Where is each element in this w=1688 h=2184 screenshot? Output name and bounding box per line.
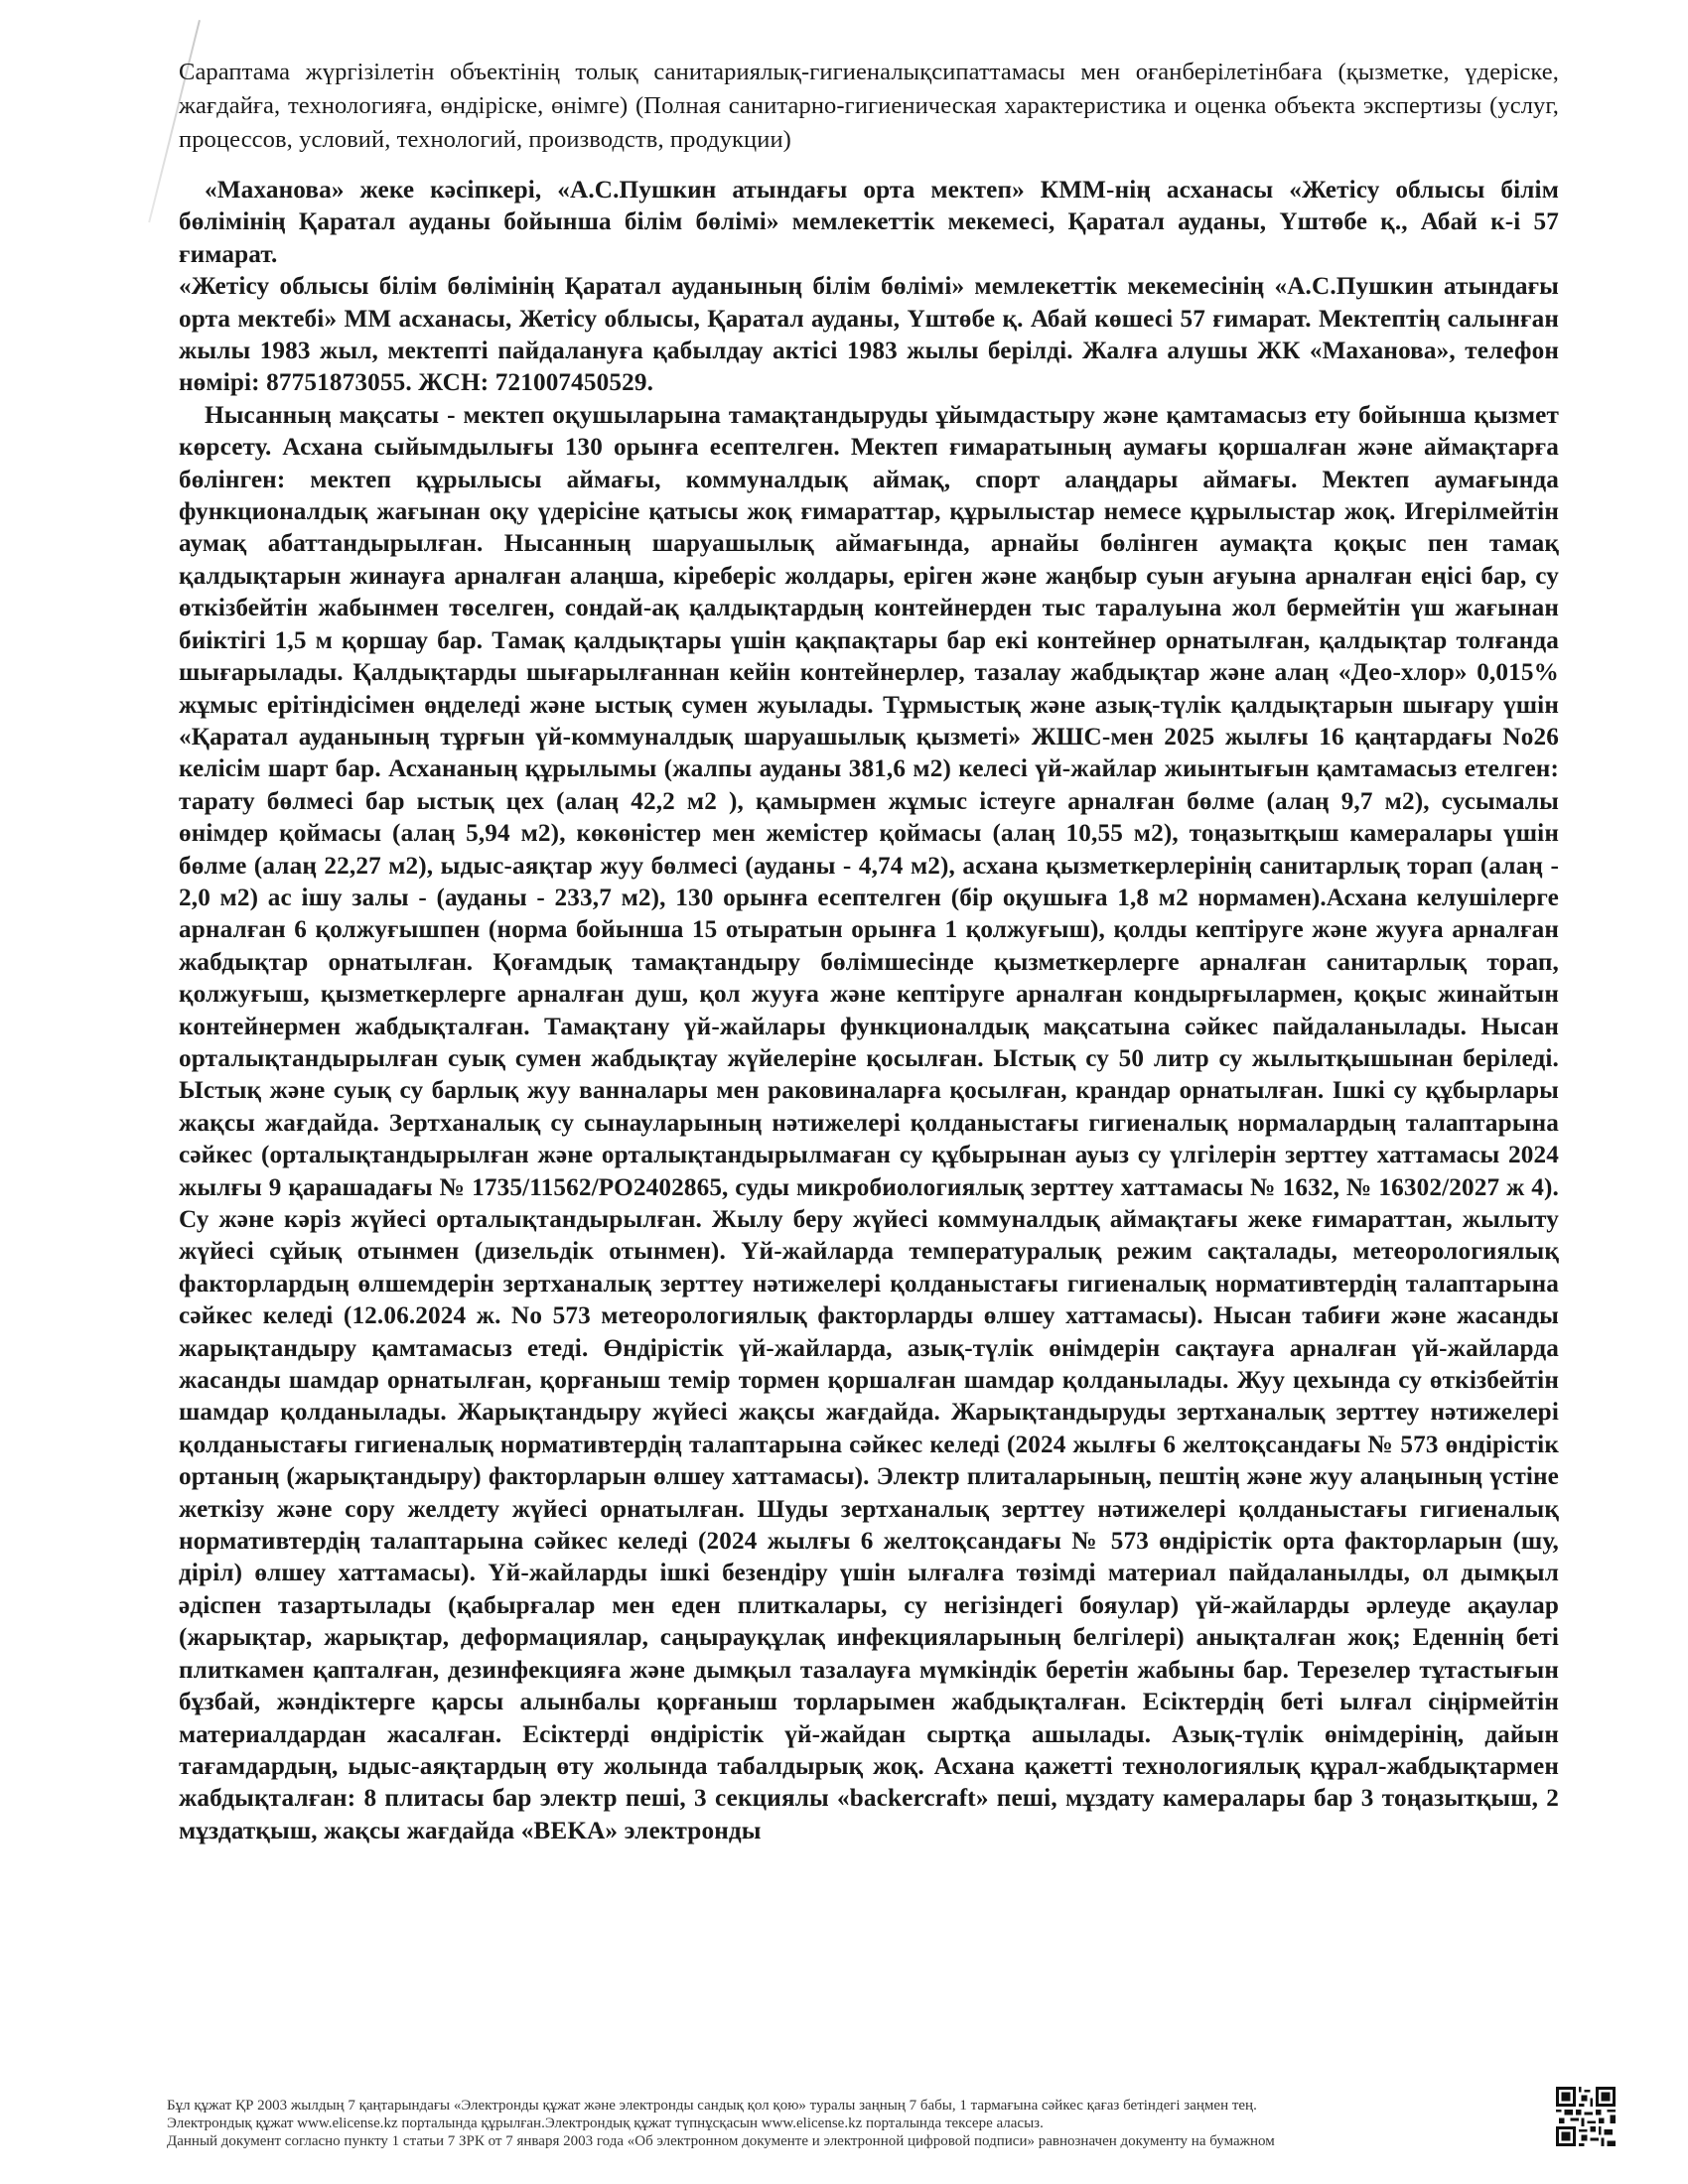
document-page — [179, 56, 1559, 1847]
footer-line-3: Данный документ согласно пункту 1 статьи 7 ЗРК от 7 января 2003 года «Об электронном документе и электронной цифровой подписи» равнозначен документу на бумажном — [167, 2133, 1275, 2149]
document-footer — [167, 2097, 1507, 2150]
footer-line-1: Бұл құжат ҚР 2003 жылдың 7 қаңтарындағы «Электронды құжат және электронды сандық қол қою» туралы заңның 7 бабы, 1 тармағына сәйкес қағаз бетіндегі заңмен тең. — [167, 2098, 1257, 2114]
section-heading: Сараптама жүргізілетін объектінің толық санитариялық-гигиеналықсипаттамасы мен оғанберілетінбаға (қызметке, үдеріске, жағдайға, технологияға, өндіріске, өнімге) (Полная санитарно-гигиеническая характеристика и оценка объекта экспертизы (услуг, процессов, условий, технологий, производств, продукции) — [179, 59, 1559, 153]
paragraph-institution: «Жетісу облысы білім бөлімінің Қаратал ауданының білім бөлімі» мемлекеттік мекемесінің «А.С.Пушкин атындағы орта мектебі» ММ асханасы, Жетісу облысы, Қаратал ауданы, Үштөбе қ. Абай көшесі 57 ғимарат. Мектептің салынған жылы 1983 жыл, мектепті пайдалануға қабылдау актісі 1983 жылы берілді. Жалға алушы ЖК «Маханова», телефон нөмірі: 87751873055. ЖСН: 721007450529. — [179, 273, 1559, 397]
paragraph-description: Нысанның мақсаты - мектеп оқушыларына тамақтандыруды ұйымдастыру және қамтамасыз ету бойынша қызмет көрсету. Асхана сыйымдылығы 130 орынға есептелген. Мектеп ғимаратының аумағы қоршалған және аймақтарға бөлінген: мектеп құрылысы аймағы, коммуналдық аймақ, спорт алаңдары аймағы. Мектеп аумағында функционалдық жағынан оқу үдерісіне қатысы жоқ ғимараттар, құрылыстар немесе құрылыстар жоқ. Игерілмейтін аумақ абаттандырылған. Нысанның шаруашылық аймағында, арнайы бөлінген аумақта қоқыс пен тамақ қалдықтарын жинауға арналған алаңша, кіреберіс жолдары, еріген және жаңбыр суын ағуына арналған еңісі бар, су өткізбейтін жабынмен төселген, сондай-ақ қалдықтардың контейнерден тыс таралуына жол бермейтін үш жағынан биіктігі 1,5 м қоршау бар. Тамақ қалдықтары үшін қақпақтары бар екі контейнер орнатылған, қалдықтар толғанда шығарылады. Қалдықтарды шығарылғаннан кейін контейнерлер, тазалау жабдықтар және алаң «Део-хлор» 0,015% жұмыс ерітіндісімен өңделеді және ыстық сумен жуылады. Тұрмыстық және азық-түлік қалдықтарын шығару үшін «Қаратал ауданының тұрғын үй-коммуналдық шаруашылық қызметі» ЖШС-мен 2025 жылғы 16 қаңтардағы No26 келісім шарт бар. Асхананың құрылымы (жалпы ауданы 381,6 м2) келесі үй-жайлар жиынтығын қамтамасыз етелген: тарату бөлмесі бар ыстық цех (алаң 42,2 м2 ), қамырмен жұмыс істеуге арналған бөлме (алаң 9,7 м2), сусымалы өнімдер қоймасы (алаң 5,94 м2), көкөністер мен жемістер қоймасы (алаң 10,55 м2), тоңазытқыш камералары үшін бөлме (алаң 22,27 м2), ыдыс-аяқтар жуу бөлмесі (ауданы - 4,74 м2), асхана қызметкерлерінің санитарлық торап (алаң - 2,0 м2) ас ішу залы - (ауданы - 233,7 м2), 130 орынға есептелген (бір оқушыға 1,8 м2 нормамен).Асхана келушілерге арналған 6 қолжуғышпен (норма бойынша 15 отыратын орынға 1 қолжуғыш), қолды кептіруге және жууға арналған жабдықтар орнатылған. Қоғамдық тамақтандыру бөлімшесінде қызметкерлерге арналған санитарлық торап, қолжуғыш, қызметкерлерге арналған душ, қол жууға және кептіруге арналған кондырғылармен, қоқыс жинайтын контейнермен жабдықталған. Тамақтану үй-жайлары функционалдық мақсатына сәйкес пайдаланылады. Нысан орталықтандырылған суық сумен жабдықтау жүйелеріне қосылған. Ыстық су 50 литр су жылытқышынан беріледі. Ыстық және суық су барлық жуу ванналары мен раковиналарға қосылған, крандар орнатылған. Ішкі су құбырлары жақсы жағдайда. Зертханалық су сынауларының нәтижелері қолданыстағы гигиеналық нормалардың талаптарына сәйкес (орталықтандырылған және орталықтандырылмаған су құбырынан ауыз су үлгілерін зерттеу хаттамасы 2024 жылғы 9 қарашадағы № 1735/11562/РО2402865, суды микробиологиялық зерттеу хаттамасы № 1632, № 16302/2027 ж 4). Су және кәріз жүйесі орталықтандырылған. Жылу беру жүйесі коммуналдық аймақтағы жеке ғимараттан, жылыту жүйесі сұйық отынмен (дизельдік отынмен). Үй-жайларда температуралық режим сақталады, метеорологиялық факторлардың өлшемдерін зертханалық зерттеу нәтижелері қолданыстағы гигиеналық нормативтердің талаптарына сәйкес келеді (12.06.2024 ж. No 573 метеорологиялық факторларды өлшеу хаттамасы). Нысан табиғи және жасанды жарықтандыру қамтамасыз етеді. Өндірістік үй-жайларда, азық-түлік өнімдерін сақтауға арналған үй-жайларда жасанды шамдар орнатылған, қорғаныш темір тормен қоршалған шамдар қолданылады. Жуу цехында су өткізбейтін шамдар қолданылады. Жарықтандыру жүйесі жақсы жағдайда. Жарықтандыруды зертханалық зерттеу нәтижелері қолданыстағы гигиеналық нормативтердің талаптарына сәйкес келеді (2024 жылғы 6 желтоқсандағы № 573 өндірістік ортаның (жарықтандыру) факторларын өлшеу хаттамасы). Электр плиталарының, пештің және жуу алаңының үстіне жеткізу және сору желдету жүйесі орнатылған. Шуды зертханалық зерттеу нәтижелері қолданыстағы гигиеналық нормативтердің талаптарына сәйкес келеді (2024 жылғы 6 желтоқсандағы № 573 өндірістік орта факторларын (шу, діріл) өлшеу хаттамасы). Үй-жайларды ішкі безендіру үшін ылғалға төзімді материал пайдаланылды, ол дымқыл әдіспен тазартылады (қабырғалар мен еден плиткалары, су негізіндегі бояулар) үй-жайларды әрлеуде ақаулар (жарықтар, жарықтар, деформациялар, саңырауқұлақ инфекцияларының белгілері) анықталған жоқ; Еденнің беті плиткамен қапталған, дезинфекцияға және дымқыл тазалауға мүмкіндік беретін жабыны бар. Терезелер тұтастығын бұзбай, жәндіктерге қарсы алынбалы қорғаныш торларымен жабдықталған. Есіктердің беті ылғал сіңірмейтін материалдардан жасалған. Есіктерді өндірістік үй-жайдан сыртқа ашылады. Азық-түлік өнімдерінің, дайын тағамдардың, ыдыс-аяқтардың өту жолында табалдырық жоқ. Асхана қажетті технологиялық құрал-жабдықтармен жабдықталған: 8 плитасы бар электр пеші, 3 секциялы «backercraft» пеші, мұздату камералары бар 3 тоңазытқыш, 2 мұздатқыш, жақсы жағдайда «BEKA» электронды — [179, 401, 1559, 1844]
document-body — [179, 175, 1559, 1847]
footer-line-2: Электрондық құжат www.elicense.kz порталында құрылған.Электрондық құжат түпнұсқасын www.elicense.kz порталында тексере аласыз. — [167, 2116, 1044, 2131]
paragraph-entrepreneur: «Маханова» жеке кәсіпкері, «А.С.Пушкин атындағы орта мектеп» КММ-нің асханасы «Жетісу облысы білім бөлімінің Қаратал ауданы бойынша білім бөлімі» мемлекеттік мекемесі, Қаратал ауданы, Үштөбе қ., Абай к-і 57 ғимарат. — [179, 177, 1559, 268]
qr-code-icon — [1556, 2087, 1616, 2146]
